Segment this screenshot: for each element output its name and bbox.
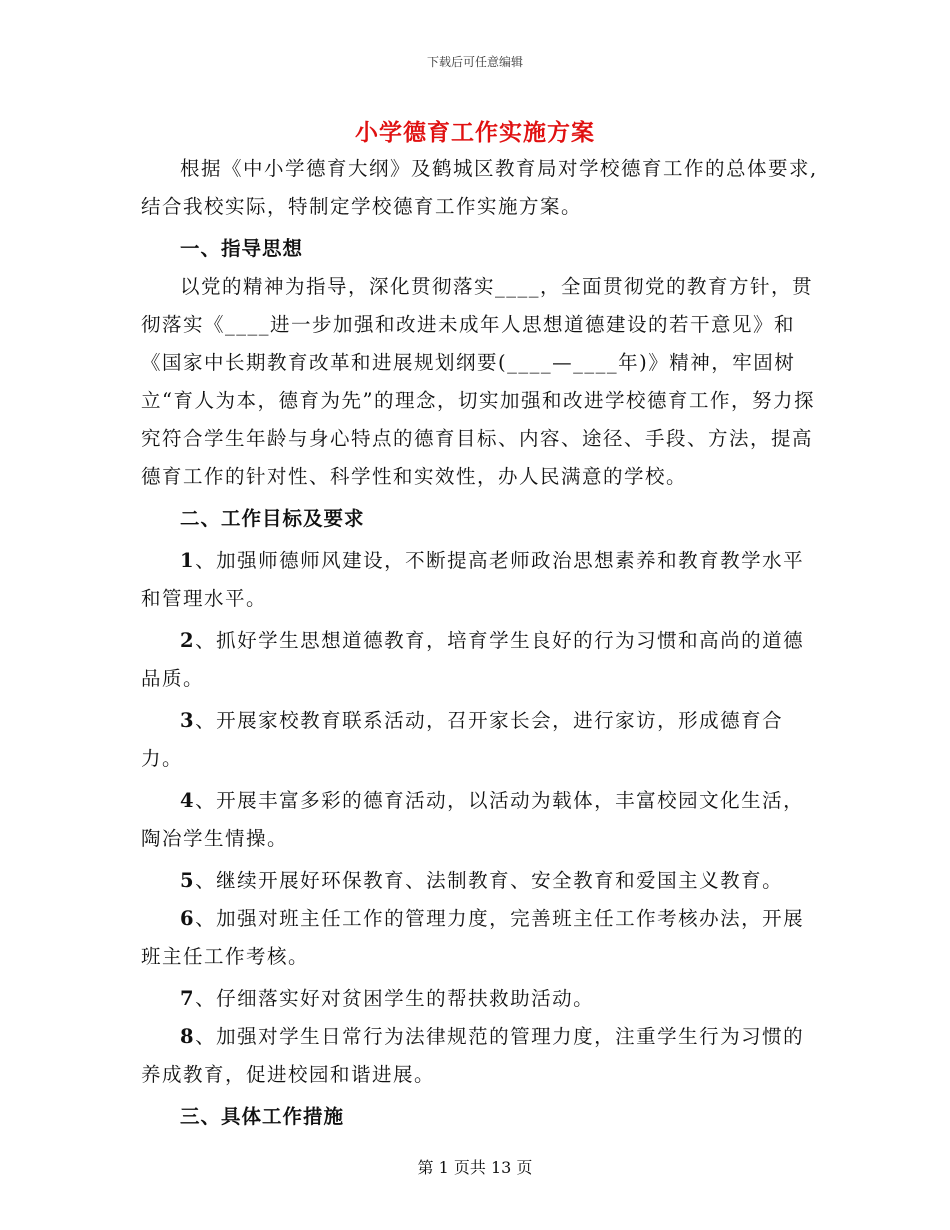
document-title: 小学德育工作实施方案 [355,119,595,146]
goal-text: 、继续开展好环保教育、法制教育、安全教育和爱国主义教育。 [195,869,784,892]
goal-text: 、加强师德师风建设，不断提高老师政治思想素养和教育教学水平和管理水平。 [141,549,805,610]
section-heading-guiding-thought: 一、指导思想 [180,237,304,260]
section-heading-measures: 三、具体工作措施 [180,1105,345,1128]
goal-item-6 [141,900,821,976]
goal-item-2 [141,622,821,698]
goal-item-7 [141,980,821,1018]
page-number: 第 1 页共 13 页 [417,1158,533,1177]
goal-number: 5 [180,869,196,892]
goal-number: 1 [180,549,196,572]
section-heading-goals: 二、工作目标及要求 [180,507,365,530]
goal-number: 7 [180,987,196,1010]
document-body [141,150,821,1136]
goal-item-5 [141,862,821,900]
goal-item-1 [141,542,821,618]
goal-number: 3 [180,709,196,732]
goal-text: 、加强对学生日常行为法律规范的管理力度，注重学生行为习惯的养成教育，促进校园和谐进展。 [141,1025,805,1086]
goal-text: 、加强对班主任工作的管理力度，完善班主任工作考核办法，开展班主任工作考核。 [141,907,805,968]
goal-text: 、仔细落实好对贫困学生的帮扶救助活动。 [195,987,595,1010]
goal-number: 4 [180,789,196,812]
goal-item-8 [141,1018,821,1094]
goal-number: 6 [180,907,196,930]
goal-text: 、抓好学生思想道德教育，培育学生良好的行为习惯和高尚的道德品质。 [141,629,805,690]
intro-paragraph: 根据《中小学德育大纲》及鹤城区教育局对学校德育工作的总体要求,结合我校实际，特制定学校德育工作实施方案。 [141,157,818,218]
goal-text: 、开展丰富多彩的德育活动，以活动为载体，丰富校园文化生活，陶冶学生情操。 [141,789,805,850]
goal-text: 、开展家校教育联系活动，召开家长会，进行家访，形成德育合力。 [141,709,784,770]
goal-item-4 [141,782,821,858]
goal-number: 2 [180,629,196,652]
goal-number: 8 [180,1025,196,1048]
page-header-note: 下载后可任意编辑 [426,55,523,69]
guiding-thought-paragraph: 以党的精神为指导，深化贯彻落实____，全面贯彻党的教育方针，贯彻落实《____进一步加强和改进未成年人思想道德建设的若干意见》和《国家中长期教育改革和进展规划纲要(____—____年)》精神，牢固树立“育人为本，德育为先”的理念，切实加强和改进学校德育工作，努力探究符合学生年龄与身心特点的德育目标、内容、途径、手段、方法，提高德育工作的针对性、科学性和实效性，办人民满意的学校。 [141,275,815,488]
goal-item-3 [141,702,821,778]
